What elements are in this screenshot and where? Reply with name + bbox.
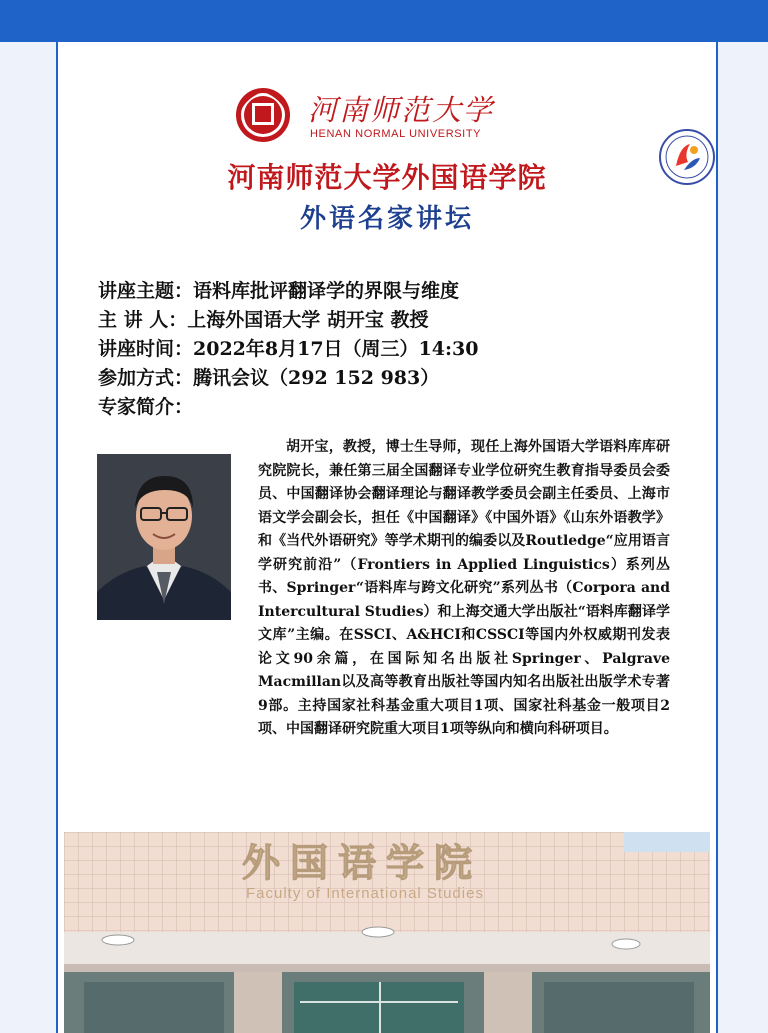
- topic-value: 语料库批评翻译学的界限与维度: [193, 280, 460, 302]
- speaker-value: 上海外国语大学 胡开宝 教授: [187, 309, 429, 331]
- lecture-poster: [64, 42, 710, 1033]
- speaker-row: [98, 305, 698, 334]
- speaker-bio: 胡开宝，教授，博士生导师，现任上海外国语大学语料库库研究院院长，兼任第三届全国翻译专业学位研究生教育指导委员会委员、中国翻译协会翻译理论与翻译教学委员会副主任委员、上海市语文学会副会长，担任《中国翻译》《中国外语》《山东外语教学》和《当代外语研究》等学术期刊的编委以及Routledge“应用语言学研究前沿”（Frontiers in Applied Linguistics）系列丛书、Springer“语料库与跨文化研究”系列丛书（Corpora and Intercultural Studies）和上海交通大学出版社“语料库翻译学文库”主编。在SSCI、A&HCI和CSSCI等国内外权威期刊发表论文90余篇，在国际知名出版社Springer、Palgrave Macmillan以及高等教育出版社等国内知名出版社出版学术专著9部。主持国家社科基金重大项目1项、国家社科基金一般项目2项、中国翻译研究院重大项目1项等纵向和横向科研项目。: [258, 439, 670, 737]
- time-value: 2022年8月17日（周三）14:30: [193, 338, 479, 360]
- poster-subtitle: 外语名家讲坛: [299, 204, 474, 234]
- poster-title: 河南师范大学外国语学院: [227, 161, 547, 194]
- lecture-info: [98, 276, 698, 421]
- bio-heading-row: [98, 392, 698, 421]
- page-frame-top: [0, 0, 768, 42]
- page-frame-right: [716, 0, 768, 1033]
- building-sign-cn: 外国语学院: [242, 840, 483, 885]
- university-seal-icon: [234, 86, 292, 144]
- speaker-label: 主 讲 人：: [98, 309, 188, 331]
- method-value: 腾讯会议（292 152 983）: [193, 367, 440, 389]
- page-frame-left: [0, 0, 58, 1033]
- topic-row: [98, 276, 698, 305]
- university-logo: [234, 86, 554, 148]
- building-photo-icon: [64, 832, 710, 1033]
- method-row: [98, 363, 698, 392]
- time-row: [98, 334, 698, 363]
- university-name-en: HENAN NORMAL UNIVERSITY: [310, 128, 482, 140]
- speaker-photo-icon: [97, 454, 231, 620]
- bio-label: 专家简介：: [98, 396, 194, 418]
- building-sign-en: Faculty of International Studies: [246, 885, 484, 902]
- speaker-portrait: [97, 454, 231, 620]
- topic-label: 讲座主题：: [98, 280, 194, 302]
- university-name-cn: 河南师范大学: [308, 93, 495, 127]
- faculty-building-photo: [64, 832, 710, 1033]
- time-label: 讲座时间：: [98, 338, 194, 360]
- method-label: 参加方式：: [98, 367, 194, 389]
